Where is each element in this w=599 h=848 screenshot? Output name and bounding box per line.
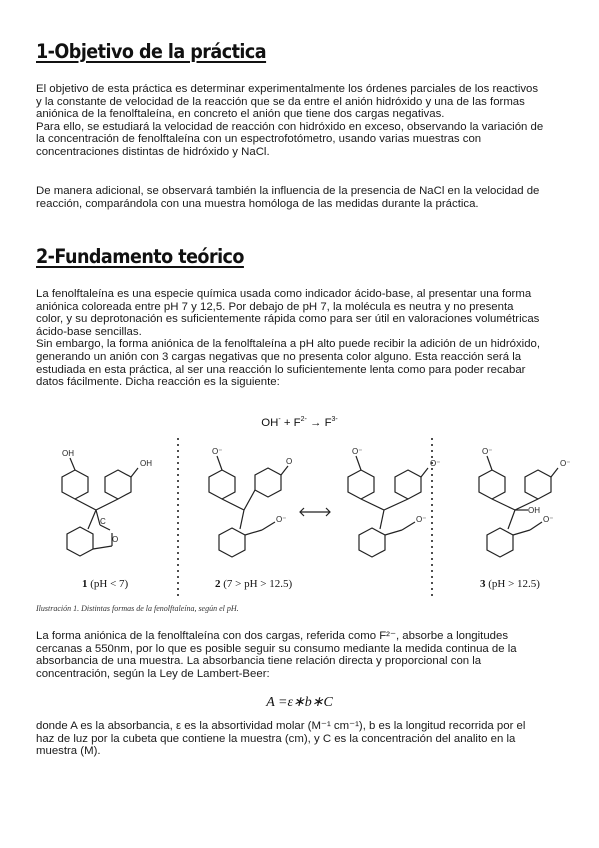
text-line: aniónica de la fenolftaleína, en concreto el anión que tiene dos cargas negativas. xyxy=(36,108,445,121)
text-line: absorbancia de una muestra. La absorbancia tiene relación directa y proporcional con la xyxy=(36,655,482,668)
atom-label: O xyxy=(286,457,293,466)
resonance-arrow xyxy=(300,508,330,516)
structure-3-label: 3 (pH > 12.5) xyxy=(480,578,540,590)
structure-1 xyxy=(62,458,138,556)
section-1-title: 1-Objetivo de la práctica xyxy=(36,40,267,63)
text-line: generando un anión con 3 cargas negativas que no presenta color alguno. Esta reacción será la xyxy=(36,350,522,363)
structure-2-quinoid-right xyxy=(348,456,428,557)
atom-label: O⁻ xyxy=(352,447,363,456)
atom-label: O⁻ xyxy=(543,515,554,524)
atom-label: O⁻ xyxy=(430,459,441,468)
atom-label: O⁻ xyxy=(276,515,287,524)
lambert-beer-formula: A =ε∗b∗C xyxy=(266,695,333,710)
text-line: El objetivo de esta práctica es determinar experimentalmente los órdenes parciales de los reactivos xyxy=(36,83,539,95)
section-1-paragraph-1 xyxy=(36,83,566,159)
atom-label: O⁻ xyxy=(482,447,493,456)
section-2-title: 2-Fundamento teórico xyxy=(36,245,244,268)
figure-caption: Ilustración 1. Distintas formas de la fenolftaleína, según el pH. xyxy=(36,604,239,613)
text-line: La forma aniónica de la fenolftaleína con dos cargas, referida como F²⁻, absorbe a longitudes xyxy=(36,630,509,642)
section-2-paragraph-1 xyxy=(36,288,566,389)
section-2-paragraph-3 xyxy=(36,720,566,758)
text-line: cercanas a 550nm, por lo que es posible seguir su consumo mediante la medida continua de la xyxy=(36,642,517,655)
text-line: estudiada en esta práctica, al ser una reacción lo suficientemente lenta como para poder recabar xyxy=(36,363,526,376)
charge: - xyxy=(278,416,281,423)
reaction-plus: + F xyxy=(280,416,301,429)
text-line: datos fácilmente. Dicha reacción es la siguiente: xyxy=(36,376,280,389)
section-2-paragraph-2 xyxy=(36,630,566,680)
text-line: color, y su deprotonación es suficientemente rápida como para ser útil en valoraciones volumétricas xyxy=(36,313,540,326)
text-line: y la constante de velocidad de la reacción que se da entre el anión hidróxido y una de las formas xyxy=(36,95,525,108)
text-line: De manera adicional, se observará también la influencia de la presencia de NaCl en la velocidad de xyxy=(36,185,540,197)
text-line: aniónica coloreada entre pH 7 y 12,5. Por debajo de pH 7, la molécula es neutra y no presenta xyxy=(36,300,514,313)
text-line: ácido-base sencillas. xyxy=(36,325,142,338)
hydroxide: OH xyxy=(261,416,279,429)
atom-label: C xyxy=(100,517,106,526)
charge: 3- xyxy=(331,416,338,423)
section-1-paragraph-2 xyxy=(36,185,566,210)
text-line: Para ello, se estudiará la velocidad de reacción con hidróxido en exceso, observando la variación de xyxy=(36,120,544,133)
atom-label: OH xyxy=(62,449,74,458)
atom-label: OH xyxy=(528,506,540,515)
text-line: donde A es la absorbancia, ε es la absortividad molar (M⁻¹ cm⁻¹), b es la longitud recorrida por el xyxy=(36,720,526,732)
structure-1-label: 1 (pH < 7) xyxy=(82,578,129,590)
atom-label: O⁻ xyxy=(212,447,223,456)
text-line: haz de luz por la cubeta que contiene la muestra (cm), y C es la concentración del analito en la xyxy=(36,732,516,745)
text-line: La fenolftaleína es una especie química usada como indicador ácido-base, al presentar una forma xyxy=(36,288,532,300)
reaction-equation xyxy=(0,416,599,429)
text-line: reacción, comparándola con una muestra homóloga de las medidas durante la práctica. xyxy=(36,197,479,210)
text-line: Sin embargo, la forma aniónica de la fenolftaleína a pH alto puede recibir la adición de un hidróxido, xyxy=(36,338,541,351)
charge: 2- xyxy=(300,416,307,423)
text-line: concentraciones distintas de hidróxido y NaCl. xyxy=(36,145,270,158)
structure-3 xyxy=(479,456,558,557)
atom-label: O⁻ xyxy=(560,459,571,468)
text-line: la concentración de fenolftaleína con un espectrofotómetro, usando varias muestras con xyxy=(36,133,482,146)
structure-2-label: 2 (7 > pH > 12.5) xyxy=(215,578,293,590)
reaction-arrow: → F xyxy=(306,416,332,429)
atom-label: OH xyxy=(140,459,152,468)
structure-2-quinoid-left xyxy=(209,456,288,557)
atom-label: O xyxy=(112,535,119,544)
atom-label: O⁻ xyxy=(416,515,427,524)
text-line: muestra (M). xyxy=(36,745,101,758)
text-line: concentración, según la Ley de Lambert-Beer: xyxy=(36,667,270,680)
